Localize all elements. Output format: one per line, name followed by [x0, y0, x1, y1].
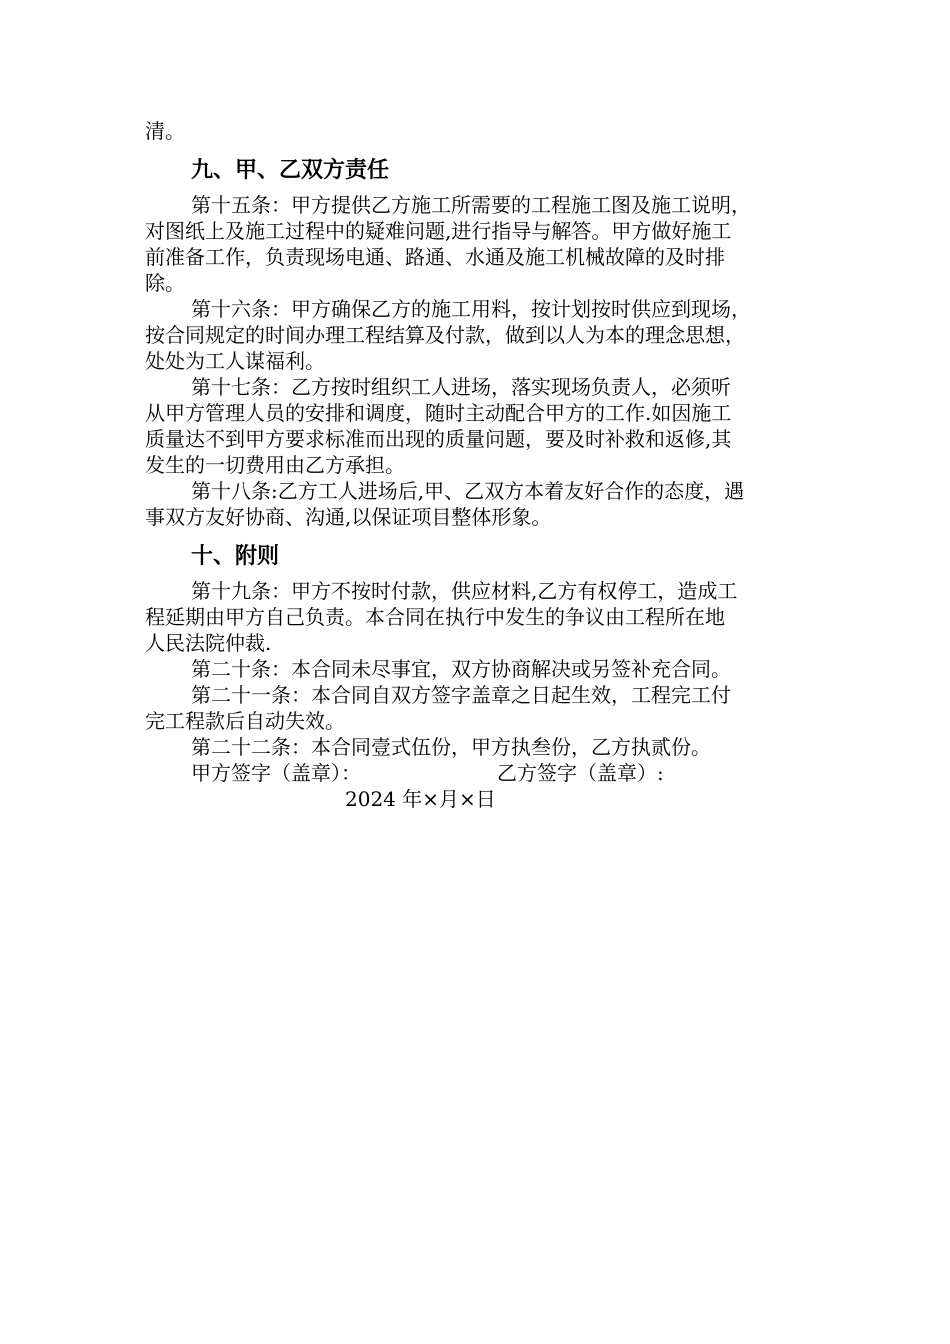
- article-22: [145, 734, 825, 760]
- text-line: 除。: [145, 271, 185, 295]
- text-line: 第十六条：甲方确保乙方的施工用料，按计划按时供应到现场，: [191, 297, 751, 321]
- text-line: 按合同规定的时间办理工程结算及付款，做到以人为本的理念思想，: [145, 323, 745, 347]
- section-heading-9: 九、甲、乙双方责任: [191, 158, 390, 183]
- text-line: 程延期由甲方自己负责。本合同在执行中发生的争议由工程所在地: [145, 605, 725, 629]
- text-line: 完工程款后自动失效。: [145, 709, 345, 733]
- article-19: [145, 578, 825, 656]
- text-line: 处处为工人谋福利。: [145, 349, 325, 373]
- text-line: 从甲方管理人员的安排和调度，随时主动配合甲方的工作.如因施工: [145, 401, 732, 425]
- section-heading-10: 十、附则: [191, 544, 280, 569]
- text-line: 第十五条：甲方提供乙方施工所需要的工程施工图及施工说明，: [191, 193, 751, 217]
- text-line: 人民法院仲裁.: [145, 631, 272, 655]
- text-line: 前准备工作，负责现场电通、路通、水通及施工机械故障的及时排: [145, 245, 725, 269]
- document-page: [145, 118, 825, 812]
- party-b-signature-label: 乙方签字（盖章）:: [497, 761, 664, 785]
- signature-row: [145, 760, 825, 786]
- article-20: [145, 656, 825, 682]
- text-line: 对图纸上及施工过程中的疑难问题,进行指导与解答。甲方做好施工: [145, 219, 732, 243]
- article-21: [145, 682, 825, 734]
- article-18: [145, 478, 825, 530]
- text-line: 第十七条：乙方按时组织工人进场，落实现场负责人，必须听: [191, 375, 731, 399]
- text-line: 质量达不到甲方要求标准而出现的质量问题，要及时补救和返修,其: [145, 427, 732, 451]
- text-line: 第二十二条：本合同壹式伍份，甲方执叁份，乙方执贰份。: [191, 735, 711, 759]
- party-a-signature-label: 甲方签字（盖章）：: [191, 761, 361, 785]
- paragraph-continuation: 清。: [145, 119, 185, 143]
- text-line: 第二十一条：本合同自双方签字盖章之日起生效，工程完工付: [191, 683, 731, 707]
- text-line: 发生的一切费用由乙方承担。: [145, 453, 405, 477]
- article-16: [145, 296, 825, 374]
- text-line: 第二十条：本合同未尽事宜，双方协商解决或另签补充合同。: [191, 657, 731, 681]
- article-17: [145, 374, 825, 478]
- signing-date: 2024 年×月×日: [345, 787, 496, 811]
- text-line: 事双方友好协商、沟通,以保证项目整体形象。: [145, 505, 552, 529]
- text-line: 第十八条:乙方工人进场后,甲、乙双方本着友好合作的态度，遇: [191, 479, 745, 503]
- text-line: 第十九条：甲方不按时付款，供应材料,乙方有权停工，造成工: [191, 579, 738, 603]
- article-15: [145, 192, 825, 296]
